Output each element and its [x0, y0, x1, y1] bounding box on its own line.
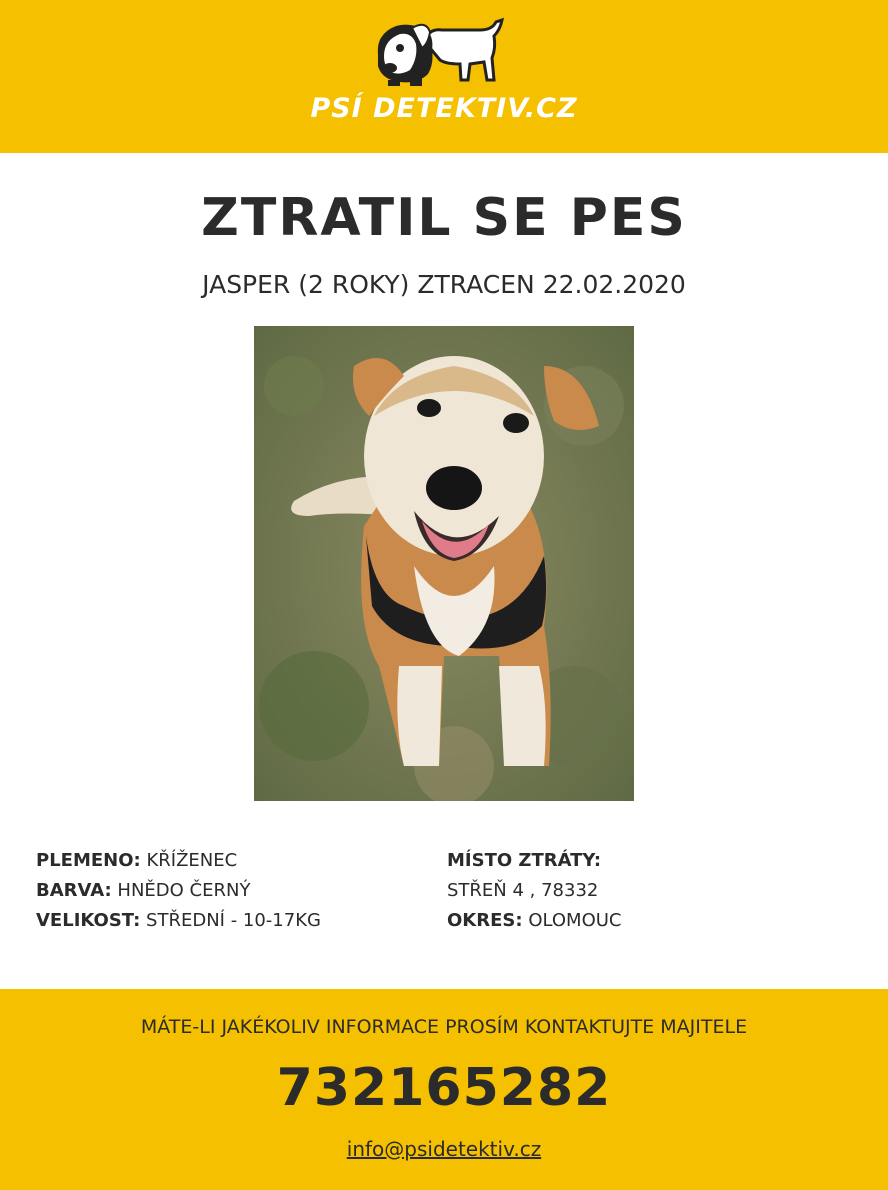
page-title: ZTRATIL SE PES — [201, 188, 687, 248]
detail-value: STŘEŇ 4 , 78332 — [447, 880, 599, 901]
dog-photo — [254, 326, 634, 801]
header-bar — [0, 0, 888, 153]
email-link[interactable]: info@psidetektiv.cz — [346, 1137, 542, 1161]
detail-label: OKRES: — [447, 910, 523, 931]
detail-label: PLEMENO: — [36, 850, 141, 871]
details-right — [447, 846, 621, 936]
detail-label: VELIKOST: — [36, 910, 141, 931]
email-container — [0, 1137, 888, 1161]
detail-size — [36, 906, 321, 936]
detail-breed — [36, 846, 321, 876]
detail-loss-place — [447, 846, 621, 876]
detail-district — [447, 906, 621, 936]
detail-value: KŘÍŽENEC — [146, 850, 238, 871]
dog-detective-logo-icon — [370, 14, 510, 88]
detail-address — [447, 876, 621, 906]
detail-value: HNĚDO ČERNÝ — [117, 880, 251, 901]
detail-value: STŘEDNÍ - 10-17KG — [146, 910, 321, 931]
detail-label: BARVA: — [36, 880, 112, 901]
brand-name: PSÍ DETEKTIV.CZ — [310, 93, 578, 124]
contact-text: MÁTE-LI JAKÉKOLIV INFORMACE PROSÍM KONTAKTUJTE MAJITELE — [140, 1016, 748, 1038]
phone-number: 732165282 — [276, 1058, 612, 1118]
dog-photo-icon — [254, 326, 634, 801]
detail-label: MÍSTO ZTRÁTY: — [447, 850, 602, 871]
detail-color — [36, 876, 321, 906]
dog-subtitle: JASPER (2 ROKY) ZTRACEN 22.02.2020 — [202, 270, 686, 299]
detail-value: OLOMOUC — [528, 910, 622, 931]
details-left — [36, 846, 321, 936]
